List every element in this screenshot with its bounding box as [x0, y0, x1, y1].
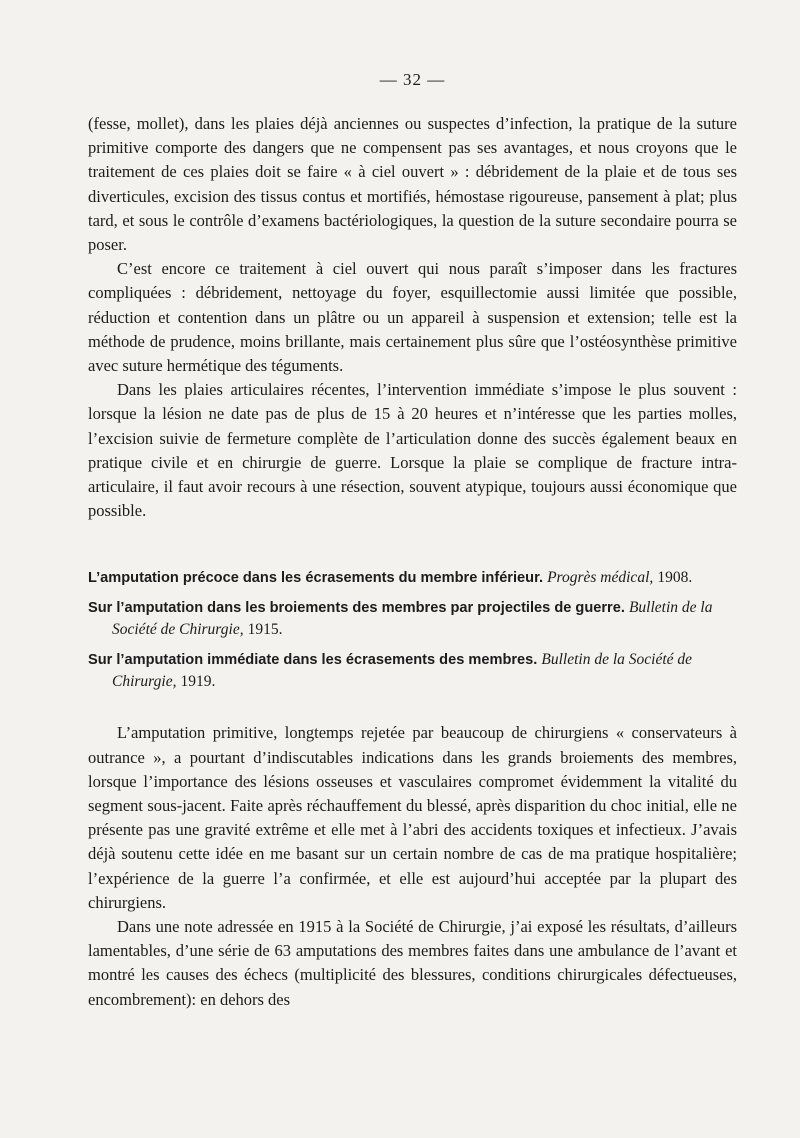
reference-item [88, 649, 737, 693]
reference-year: 1908. [657, 569, 693, 587]
page-number: — 32 — [379, 70, 446, 89]
paragraph-fractures: C’est encore ce traitement à ciel ouvert qui nous paraît s’imposer dans les fractures compliquées : débridement, nettoyage du foyer, esquillectomie aussi limitée que possible, réduction et contention dans un plâtre ou un appareil à suspension et extension; telle est la méthode de prudence, moins brillante, mais certainement plus sûre que l’ostéosynthèse primitive avec suture hermétique des téguments. [88, 259, 737, 376]
reference-source: Bulletin de la Société de Chirurgie, [112, 599, 713, 639]
publication-references [88, 567, 737, 693]
paragraph-suture: (fesse, mollet), dans les plaies déjà anciennes ou suspectes d’infection, la pratique de la suture primitive comporte des dangers que ne compensent pas ses avantages, et nous croyons que le traitement de ces plaies doit se faire « à ciel ouvert » : débridement de la plaie et de tous ses diverticules, excision des tissus contus et mortifiés, hémostase rigoureuse, pansement à plat; plus tard, et sous le contrôle d’examens bactériologiques, la question de la suture secondaire pourra se poser. [88, 114, 737, 255]
paragraph-articular-wounds: Dans les plaies articulaires récentes, l’intervention immédiate s’impose le plus souvent : lorsque la lésion ne date pas de plus de 15 à 20 heures et n’intéresse que les parties molles, l’excision suivie de fermeture complète de l’articulation donne des succès également beaux en pratique civile et en chirurgie de guerre. Lorsque la plaie se complique de fracture intra-articulaire, il faut avoir recours à une résection, souvent atypique, toujours aussi économique que possible. [88, 380, 737, 521]
reference-source: Progrès médical, [547, 569, 654, 587]
reference-title: L’amputation précoce dans les écrasements du membre inférieur. [88, 570, 543, 587]
paragraph-primitive-amputation: L’amputation primitive, longtemps rejetée par beaucoup de chirurgiens « conservateurs à outrance », a pourtant d’indiscutables indications dans les grands broiements des membres, lorsque l’importance des lésions osseuses et vasculaires compromet évidemment la vitalité du segment sous-jacent. Faite après réchauffement du blessé, après disparition du choc initial, elle ne présente pas une gravité extrême et elle met à l’abri des accidents toxiques et infectieux. J’avais déjà soutenu cette idée en me basant sur un certain nombre de cas de ma pratique hospitalière; l’expérience de la guerre l’a confirmée, et elle est aujourd’hui acceptée par la plupart des chirurgiens. [88, 723, 737, 912]
reference-title: Sur l’amputation dans les broiements des membres par projectiles de guerre. [88, 600, 625, 617]
section-surgical-treatment [88, 112, 737, 523]
reference-item [88, 597, 737, 641]
paragraph-1915-note: Dans une note adressée en 1915 à la Société de Chirurgie, j’ai exposé les résultats, d’ailleurs lamentables, d’une série de 63 amputations des membres faites dans une ambulance de l’avant et montré les causes des échecs (multiplicité des blessures, conditions chirurgicales défectueuses, encombrement): en dehors des [88, 917, 737, 1009]
reference-item [88, 567, 737, 589]
reference-title: Sur l’amputation immédiate dans les écrasements des membres. [88, 652, 538, 669]
reference-year: 1915. [247, 621, 283, 639]
reference-source: Bulletin de la Société de Chirurgie, [112, 651, 693, 691]
reference-year: 1919. [180, 673, 216, 691]
section-amputation [88, 721, 737, 1011]
